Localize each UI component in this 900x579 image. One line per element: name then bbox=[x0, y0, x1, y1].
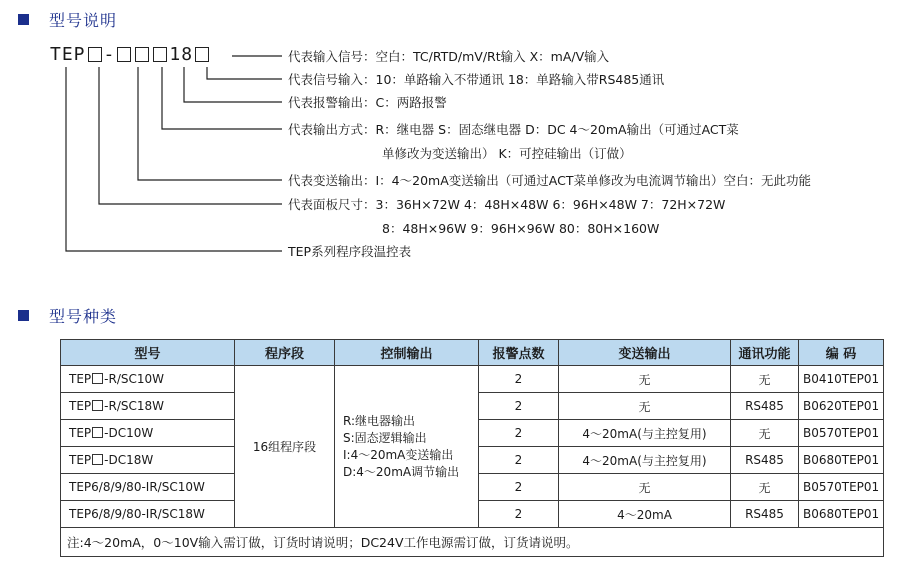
cell-comm: 无 bbox=[731, 420, 799, 447]
cell-transmit: 无 bbox=[559, 393, 731, 420]
cell-model: TEP -DC10W bbox=[61, 420, 235, 447]
cell-alarm: 2 bbox=[479, 420, 559, 447]
code-prefix: TEP bbox=[50, 43, 86, 65]
cell-model: TEP -R/SC10W bbox=[61, 366, 235, 393]
cell-transmit: 4～20mA(与主控复用) bbox=[559, 420, 731, 447]
cell-program-segment: 16组程序段 bbox=[235, 366, 335, 528]
desc-transmit-output: 代表变送输出：I：4～20mA变送输出（可通过ACT菜单修改为电流调节输出）空白：无此功能 bbox=[288, 173, 811, 188]
cell-alarm: 2 bbox=[479, 393, 559, 420]
header-control: 控制输出 bbox=[335, 340, 479, 366]
desc-input-signal: 代表输入信号：空白：TC/RTD/mV/Rt输入 X：mA/V输入 bbox=[288, 49, 610, 64]
cell-code: B0570TEP01 bbox=[799, 474, 884, 501]
cell-model: TEP6/8/9/80-IR/SC10W bbox=[61, 474, 235, 501]
cell-transmit: 4～20mA(与主控复用) bbox=[559, 447, 731, 474]
cell-transmit: 4～20mA bbox=[559, 501, 731, 528]
cell-code: B0570TEP01 bbox=[799, 420, 884, 447]
cell-model: TEP -DC18W bbox=[61, 447, 235, 474]
connector-signal-input bbox=[207, 67, 282, 79]
desc-panel-size: 代表面板尺寸：3：36H×72W 4：48H×48W 6：96H×48W 7：72H×72W bbox=[288, 197, 726, 212]
cell-code: B0680TEP01 bbox=[799, 501, 884, 528]
desc-panel-size-cont: 8：48H×96W 9：96H×96W 80：80H×160W bbox=[382, 221, 660, 236]
connector-panel-size bbox=[99, 67, 282, 204]
code-fixed: 18 bbox=[169, 43, 194, 65]
table-note: 注:4～20mA，0～10V输入需订做，订货时请说明；DC24V工作电源需订做，订货请说明。 bbox=[61, 528, 884, 557]
table-row bbox=[61, 366, 884, 393]
cell-model: TEP6/8/9/80-IR/SC18W bbox=[61, 501, 235, 528]
header-model: 型号 bbox=[61, 340, 235, 366]
cell-model: TEP -R/SC18W bbox=[61, 393, 235, 420]
header-transmit: 变送输出 bbox=[559, 340, 731, 366]
cell-transmit: 无 bbox=[559, 474, 731, 501]
cell-alarm: 2 bbox=[479, 501, 559, 528]
section-heading-model-types bbox=[18, 304, 117, 326]
cell-comm: RS485 bbox=[731, 393, 799, 420]
model-types-table bbox=[60, 339, 884, 557]
desc-signal-input: 代表信号输入：10：单路输入不带通讯 18：单路输入带RS485通讯 bbox=[288, 72, 665, 87]
desc-control-output: 代表输出方式：R：继电器 S：固态继电器 D：DC 4～20mA输出（可通过ACT菜 bbox=[288, 122, 739, 137]
slot-box-icon bbox=[92, 400, 103, 411]
desc-control-output-cont: 单修改为变送输出） K：可控硅输出（订做） bbox=[382, 146, 632, 161]
connector-transmit bbox=[138, 67, 282, 180]
cell-comm: RS485 bbox=[731, 447, 799, 474]
header-alarm: 报警点数 bbox=[479, 340, 559, 366]
note-row bbox=[61, 528, 884, 557]
cell-control-output: R:继电器输出 S:固态逻辑输出 I:4～20mA变送输出 D:4～20mA调节输出 bbox=[335, 366, 479, 528]
cell-transmit: 无 bbox=[559, 366, 731, 393]
connector-control-output bbox=[162, 67, 282, 129]
header-code: 编 码 bbox=[799, 340, 884, 366]
cell-comm: 无 bbox=[731, 474, 799, 501]
cell-comm: 无 bbox=[731, 366, 799, 393]
slot-box-icon bbox=[92, 373, 103, 384]
header-comm: 通讯功能 bbox=[731, 340, 799, 366]
cell-alarm: 2 bbox=[479, 474, 559, 501]
cell-alarm: 2 bbox=[479, 447, 559, 474]
section-title: 型号说明 bbox=[49, 10, 118, 30]
desc-alarm-output: 代表报警输出：C：两路报警 bbox=[288, 95, 447, 110]
cell-comm: RS485 bbox=[731, 501, 799, 528]
slot-box-icon bbox=[92, 454, 103, 465]
section-title: 型号种类 bbox=[49, 306, 118, 326]
header-program: 程序段 bbox=[235, 340, 335, 366]
cell-alarm: 2 bbox=[479, 366, 559, 393]
table-header-row bbox=[61, 340, 884, 366]
code-dash: - bbox=[103, 43, 116, 65]
cell-code: B0620TEP01 bbox=[799, 393, 884, 420]
cell-code: B0410TEP01 bbox=[799, 366, 884, 393]
square-bullet-icon bbox=[18, 310, 29, 321]
connector-alarm bbox=[184, 67, 282, 102]
desc-series: TEP系列程序段温控表 bbox=[288, 244, 412, 259]
slot-box-icon bbox=[92, 427, 103, 438]
cell-code: B0680TEP01 bbox=[799, 447, 884, 474]
